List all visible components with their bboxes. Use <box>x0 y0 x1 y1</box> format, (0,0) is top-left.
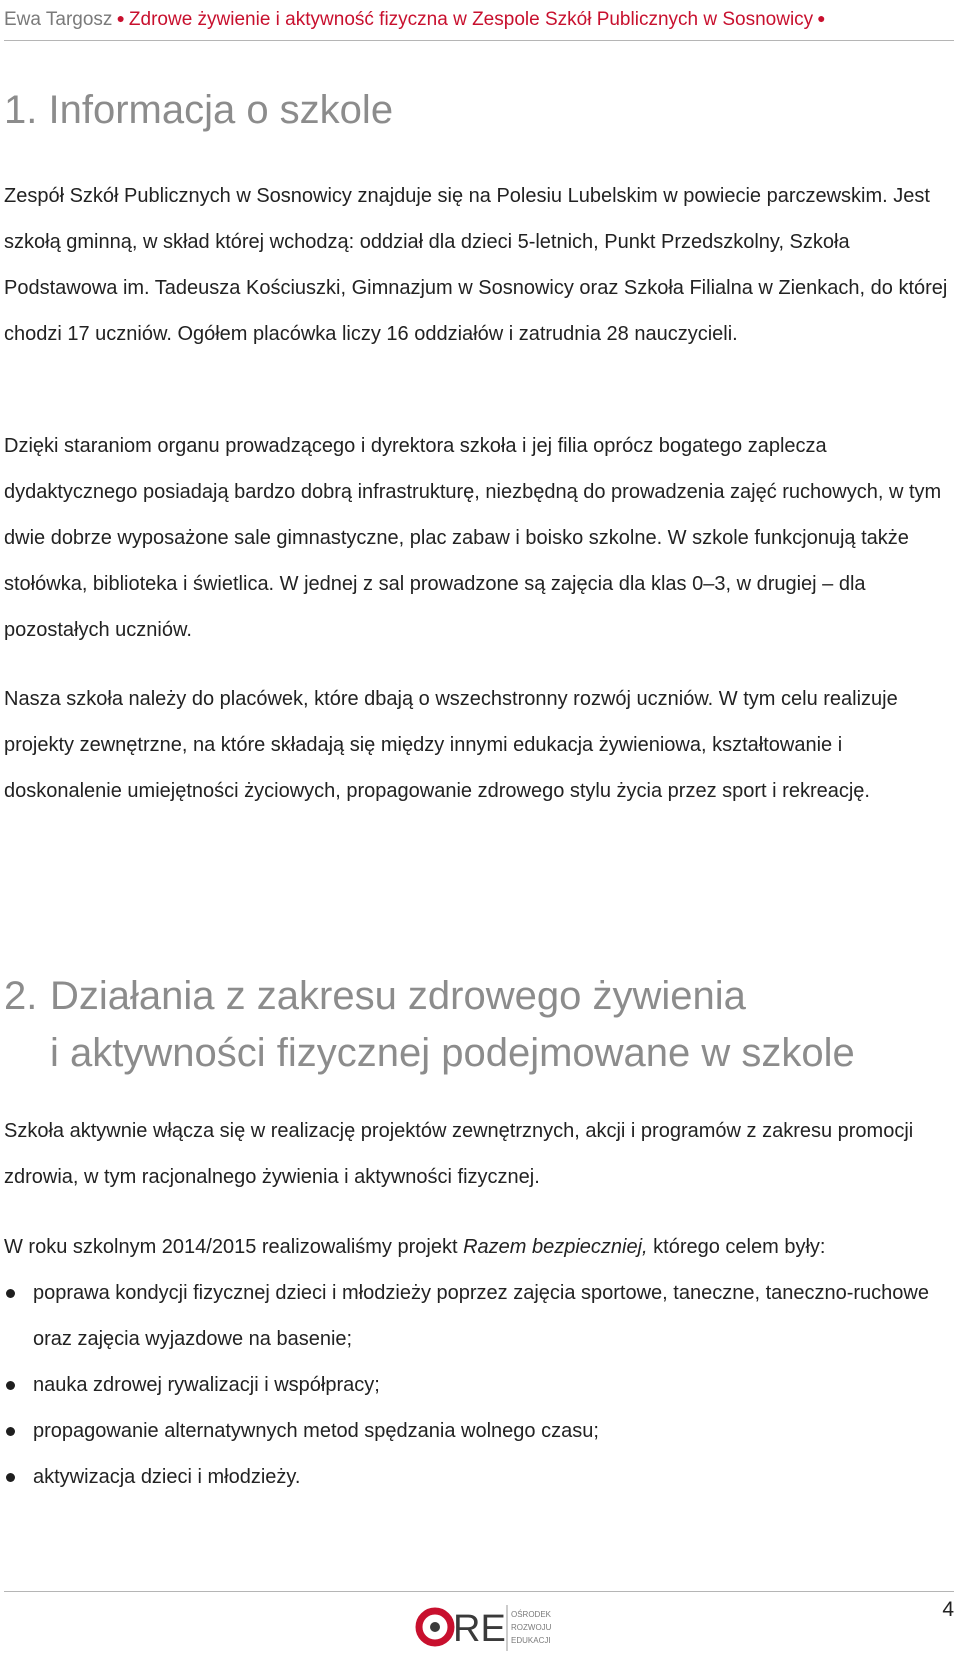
section-1-paragraph-1: Zespół Szkół Publicznych w Sosnowicy znajduje się na Polesiu Lubelskim w powiecie parczewskim. Jest szkołą gminną, w skład której wchodzą: oddział dla dzieci 5-letnich, Punkt Przedszkolny, Szkoła Podstawowa im. Tadeusza Kościuszki, Gimnazjum w Sosnowicy oraz Szkoła Filialna w Zienkach, do której chodzi 17 uczniów. Ogółem placówka liczy 16 oddziałów i zatrudnia 28 nauczycieli. <box>4 185 948 345</box>
section-2-heading <box>4 968 855 1082</box>
header-author: Ewa Targosz <box>4 9 113 30</box>
logo-text: RE <box>453 1608 506 1650</box>
logo-subtext-2: ROZWOJU <box>511 1623 552 1632</box>
ore-logo-icon <box>411 1597 559 1657</box>
bullet-icon <box>6 1473 15 1482</box>
logo-subtext-1: OŚRODEK <box>511 1610 552 1619</box>
project-goals-list <box>0 1270 954 1500</box>
running-header <box>4 4 954 34</box>
list-item <box>0 1454 954 1500</box>
bullet-icon <box>6 1427 15 1436</box>
footer-divider <box>4 1591 954 1592</box>
section-1-heading: 1. Informacja o szkole <box>4 88 394 132</box>
list-item <box>0 1362 954 1408</box>
page-number: 4 <box>942 1598 954 1621</box>
header-bullet-icon: ● <box>817 10 826 26</box>
project-name: Razem bezpieczniej, <box>463 1236 648 1258</box>
header-divider <box>4 40 954 41</box>
logo-subtext-3: EDUKACJI <box>511 1636 551 1645</box>
list-item-text: poprawa kondycji fizycznej dzieci i młodzieży poprzez zajęcia sportowe, taneczne, taneczno-ruchowe oraz zajęcia wyjazdowe na basenie; <box>33 1282 929 1350</box>
list-item-text: nauka zdrowej rywalizacji i współpracy; <box>33 1374 380 1396</box>
section-1-paragraph-3: Nasza szkoła należy do placówek, które dbają o wszechstronny rozwój uczniów. W tym celu realizuje projekty zewnętrzne, na które składają się między innymi edukacja żywieniowa, kształtowanie i doskonalenie umiejętności życiowych, propagowanie zdrowego stylu życia przez sport i rekreację. <box>4 688 898 802</box>
list-item <box>0 1408 954 1454</box>
section-1-paragraph-2: Dzięki staraniom organu prowadzącego i dyrektora szkoła i jej filia oprócz bogatego zaplecza dydaktycznego posiadają bardzo dobrą infrastrukturę, niezbędną do prowadzenia zajęć ruchowych, w tym dwie dobrze wyposażone sale gimnastyczne, plac zabaw i boisko szkolne. W szkole funkcjonują także stołówka, biblioteka i świetlica. W jednej z sal prowadzone są zajęcia dla klas 0–3, w drugiej – dla pozostałych uczniów. <box>4 435 942 641</box>
logo-dot <box>430 1622 440 1632</box>
section-2-heading-line-1: Działania z zakresu zdrowego żywienia <box>50 974 746 1018</box>
header-bullet-icon: ● <box>116 10 125 26</box>
section-2-heading-line-2: i aktywności fizycznej podejmowane w szkole <box>50 1031 855 1075</box>
bullet-icon <box>6 1289 15 1298</box>
bullet-icon <box>6 1381 15 1390</box>
section-2-heading-number: 2. <box>4 974 38 1018</box>
paragraph-text: W roku szkolnym 2014/2015 realizowaliśmy projekt <box>4 1236 464 1258</box>
section-2-paragraph-2 <box>4 1224 954 1270</box>
list-item-text: aktywizacja dzieci i młodzieży. <box>33 1466 301 1488</box>
header-document-title: Zdrowe żywienie i aktywność fizyczna w Zespole Szkół Publicznych w Sosnowicy <box>128 9 814 30</box>
list-item-text: propagowanie alternatywnych metod spędzania wolnego czasu; <box>33 1420 599 1442</box>
list-item <box>0 1270 954 1362</box>
paragraph-text: którego celem były: <box>647 1236 826 1258</box>
section-2-paragraph-1: Szkoła aktywnie włącza się w realizację projektów zewnętrznych, akcji i programów z zakresu promocji zdrowia, w tym racjonalnego żywienia i aktywności fizycznej. <box>4 1120 914 1188</box>
